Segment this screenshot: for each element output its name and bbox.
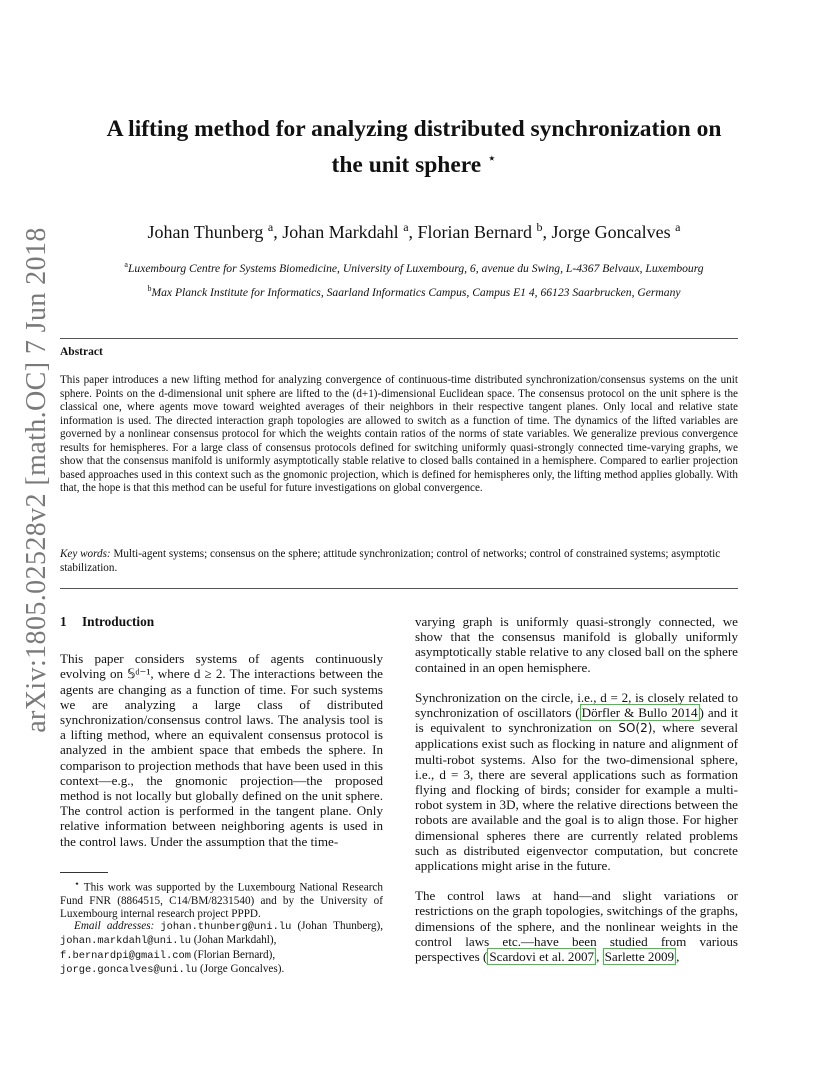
footnote-marker: ⋆ (74, 879, 80, 889)
keywords-text: Multi-agent systems; consensus on the sphere; attitude synchronization; control of networks; control of constrained systems; asymptotic stabilization. (60, 548, 721, 574)
email-owner: (Johan Thunberg), (297, 920, 383, 932)
email-label: Email addresses: (74, 920, 155, 932)
paragraph-text: , where several applications exist such as flocking in nature and alignment of multi-robot systems. Also for the two-dimensional sphere, i.e., d = 3, there are several applications such as formation flying and flocking of birds; consider for example a multi-robot system in 3D, where the relative directions between the robots are available and the goal is to align those. For higher dimensional spheres there are currently related problems such as distributed eigenvector computation, but concrete applications might arise in the future. (415, 720, 738, 874)
author-list: Johan Thunberg $^a$, Johan Markdahl $^a$, Florian Bernard $^b$, Jorge Goncalves $^a$ (147, 220, 681, 242)
paragraph-text: Synchronization on the circle, i.e., d = 2, is closely related to synchronization of oscillators ( (415, 689, 738, 721)
author-affiliation-mark: a (403, 220, 409, 234)
title-line-1: A lifting method for analyzing distributed synchronization on (106, 116, 722, 142)
citation-link[interactable]: Scardovi et al. 2007 (489, 949, 595, 965)
abstract-body: This paper introduces a new lifting method for analyzing convergence of continuous-time distributed synchronization/consensus systems on the unit sphere. Points on the d-dimensional unit sphere are lifted to the (d+1)-dimensional Euclidean space. The consensus protocol on the unit sphere is the classical one, where agents move toward weighted averages of their neighbors in their respective tangent planes. Only local and relative state information is used. The directed interaction graph topologies are allowed to switch as a function of time. The dynamics of the lifted variables are governed by a nonlinear consensus protocol for which the weights contain ratios of the norms of state variables. We generalize previous convergence results for hemispheres. For a large class of consensus protocols defined for switching uniformly quasi-strongly connected time-varying graphs, we show that the consensus manifold is uniformly asymptotically stable relative to closed balls contained in a hemisphere. Compared to earlier projection based approaches used in this context such as the gnomonic projection, which is defined for hemispheres only, the lifting method applies globally. With that, the hope is that this method can be useful for future investigations on global convergence. (60, 374, 738, 494)
section-number: 1 (60, 614, 67, 629)
section-heading (60, 614, 383, 629)
affiliation-a (60, 260, 768, 275)
left-column (60, 614, 383, 849)
affiliation-mark: b (147, 284, 152, 293)
title-line-2: the unit sphere (331, 151, 482, 178)
arxiv-stamp (12, 227, 62, 733)
author-name: Florian Bernard (417, 222, 532, 242)
funding-footnote (60, 878, 383, 922)
email-owner: (Florian Bernard), (193, 948, 276, 961)
citation-link[interactable]: Sarlette 2009 (604, 949, 675, 965)
intro-paragraph-4 (415, 888, 738, 964)
so2-symbol: SO(2) (618, 721, 653, 736)
affiliation-b (60, 284, 768, 299)
intro-paragraph-3 (415, 690, 738, 873)
abstract-top-rule (60, 338, 738, 339)
keywords-label: Key words: (60, 548, 111, 560)
intro-paragraph-2: varying graph is uniformly quasi-strongly connected, we show that the consensus manifold is globally uniformly asymptotically stable relative to any closed ball on the sphere contained in an open hemisphere. (415, 614, 738, 675)
email-footnote (60, 920, 383, 977)
author-affiliation-mark: a (267, 220, 274, 234)
abstract-heading: Abstract (60, 346, 103, 358)
email-address[interactable]: johan.markdahl@uni.lu (60, 935, 191, 948)
author-name: Johan Thunberg (147, 222, 264, 242)
affiliation-mark: a (124, 260, 128, 269)
abstract-bottom-rule (60, 588, 738, 589)
paragraph-text: , (676, 949, 680, 965)
email-address[interactable]: jorge.goncalves@uni.lu (60, 963, 198, 976)
author-name: Jorge Goncalves (551, 222, 671, 242)
affiliation-text: Luxembourg Centre for Systems Biomedicine, University of Luxembourg, 6, avenue du Swing, L-4367 Belvaux, Luxembourg (127, 261, 704, 275)
funding-text: This work was supported by the Luxembourg National Research Fund FNR (8864515, C14/BM/8231540) and by the University of Luxembourg internal research project PPPD. (60, 881, 383, 921)
email-owner: (Jorge Goncalves). (199, 962, 285, 975)
footnote-rule (60, 872, 108, 873)
intro-paragraph-1: This paper considers systems of agents continuously evolving on 𝕊ᵈ⁻¹, where d ≥ 2. The interactions between the agents are changing as a function of time. For such systems we are analyzing a large class of distributed synchronization/consensus control laws. The analysis tool is a lifting method, where an equivalent consensus protocol is analyzed in the ambient space that embeds the sphere. In comparison to projection methods that have been used in this context—e.g., the gnomonic projection—the proposed method is not locally but globally defined on the unit sphere. The control action is performed in the tangent plane. Only relative information between neighboring agents is used in the control laws. Under the assumption that the time- (60, 651, 383, 849)
email-address[interactable]: f.bernardpi@gmail.com (60, 949, 191, 962)
author-affiliation-mark: a (675, 220, 681, 234)
paragraph-text: The control laws at hand—and slight variations or restrictions on the graph topologies, switchings of the graphs, dimensions of the sphere, and the nonlinear weights in the control laws etc.—have been studied from various perspectives ( (415, 888, 738, 965)
paper-title (60, 114, 768, 180)
title-footnote-marker[interactable]: ⋆ (487, 151, 497, 167)
email-address[interactable]: johan.thunberg@uni.lu (160, 921, 292, 933)
paragraph-text: ) and it is equivalent to synchronization on (415, 705, 738, 736)
author-name: Johan Markdahl (282, 222, 399, 242)
keywords (60, 548, 738, 575)
citation-link[interactable]: Dörfler & Bullo 2014 (581, 705, 698, 721)
section-title: Introduction (82, 614, 155, 629)
right-column (415, 614, 738, 964)
affiliation-text: Max Planck Institute for Informatics, Saarland Informatics Campus, Campus E1 4, 66123 Saarbrucken, Germany (151, 285, 681, 299)
paragraph-text: , (596, 949, 603, 965)
arxiv-stamp-text: arXiv:1805.02528v2 [math.OC] 7 Jun 2018 (21, 227, 52, 733)
author-affiliation-mark: b (536, 220, 543, 234)
email-owner: (Johan Markdahl), (193, 934, 277, 947)
